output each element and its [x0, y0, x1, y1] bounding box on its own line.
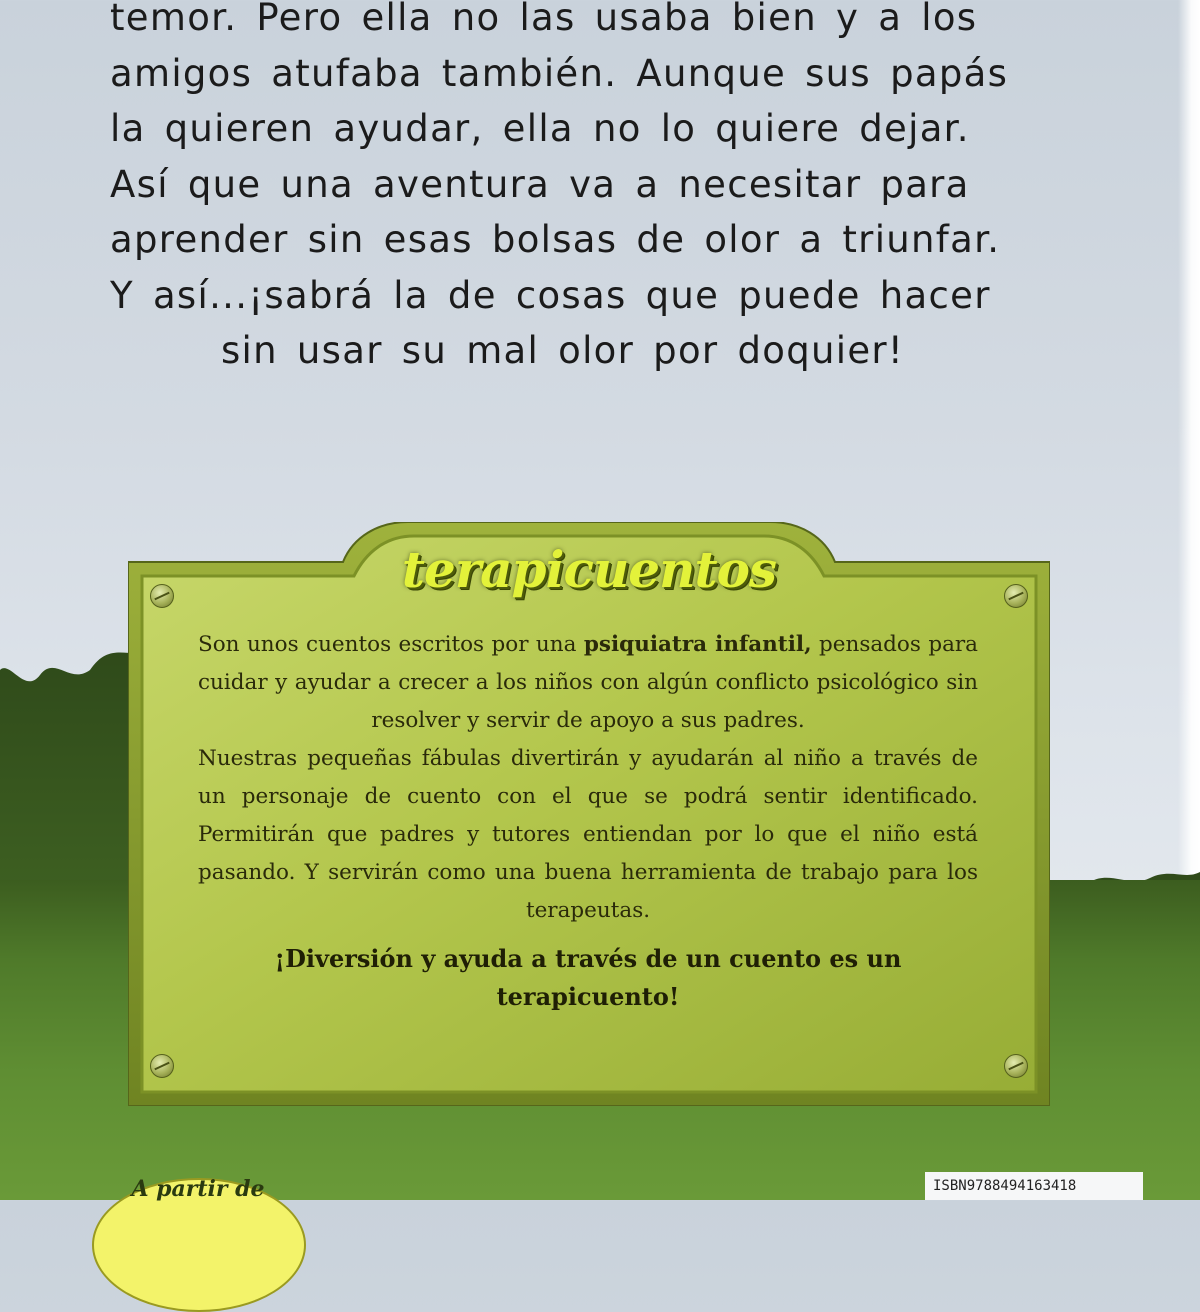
story-text — [110, 0, 1015, 379]
story-line-2: amigos atufaba también. Aunque sus papás — [110, 51, 1009, 95]
slogan-line-1: ¡Diversión y ayuda a través de un cuento es un — [274, 944, 902, 973]
plaque-slogan — [198, 940, 978, 1016]
p1-bold: psiquiatra infantil, — [583, 632, 812, 657]
plaque-paragraph-1 — [198, 626, 978, 740]
plaque-paragraph-2: Nuestras pequeñas fábulas divertirán y ayudarán al niño a través de un personaje de cuento con el que se podrá sentir identificado. Permitirán que padres y tutores entiendan por lo que el niño está pasando. Y servirán como una buena herramienta de trabajo para los terapeutas. — [198, 746, 978, 923]
story-line-6: Y así...¡sabrá la de cosas que puede hacer — [110, 273, 991, 317]
p1-text-b: pensados para cuidar y ayudar a crecer a los niños con algún conflicto psicológico sin resolver y servir de apoyo a sus padres. — [198, 632, 979, 733]
screw-icon — [150, 1054, 174, 1078]
screw-icon — [1004, 1054, 1028, 1078]
age-badge-text: A partir de — [131, 1176, 265, 1202]
brand-logo: terapicuentos — [401, 540, 777, 599]
terapicuentos-plaque — [128, 522, 1050, 1106]
slogan-line-2: terapicuento! — [496, 982, 680, 1011]
p1-text-a: Son unos cuentos escritos por una — [198, 632, 584, 657]
plaque-description — [198, 626, 978, 1016]
story-line-4: Así que una aventura va a necesitar para — [110, 162, 970, 206]
story-line-1: temor. Pero ella no las usaba bien y a los — [110, 0, 978, 39]
story-line-3: la quieren ayudar, ella no lo quiere dejar. — [110, 107, 970, 150]
isbn-label: ISBN9788494163418 — [925, 1172, 1143, 1200]
story-line-5: aprender sin esas bolsas de olor a triunfar. — [110, 218, 1001, 261]
story-line-7: sin usar su mal olor por doquier! — [220, 329, 905, 372]
